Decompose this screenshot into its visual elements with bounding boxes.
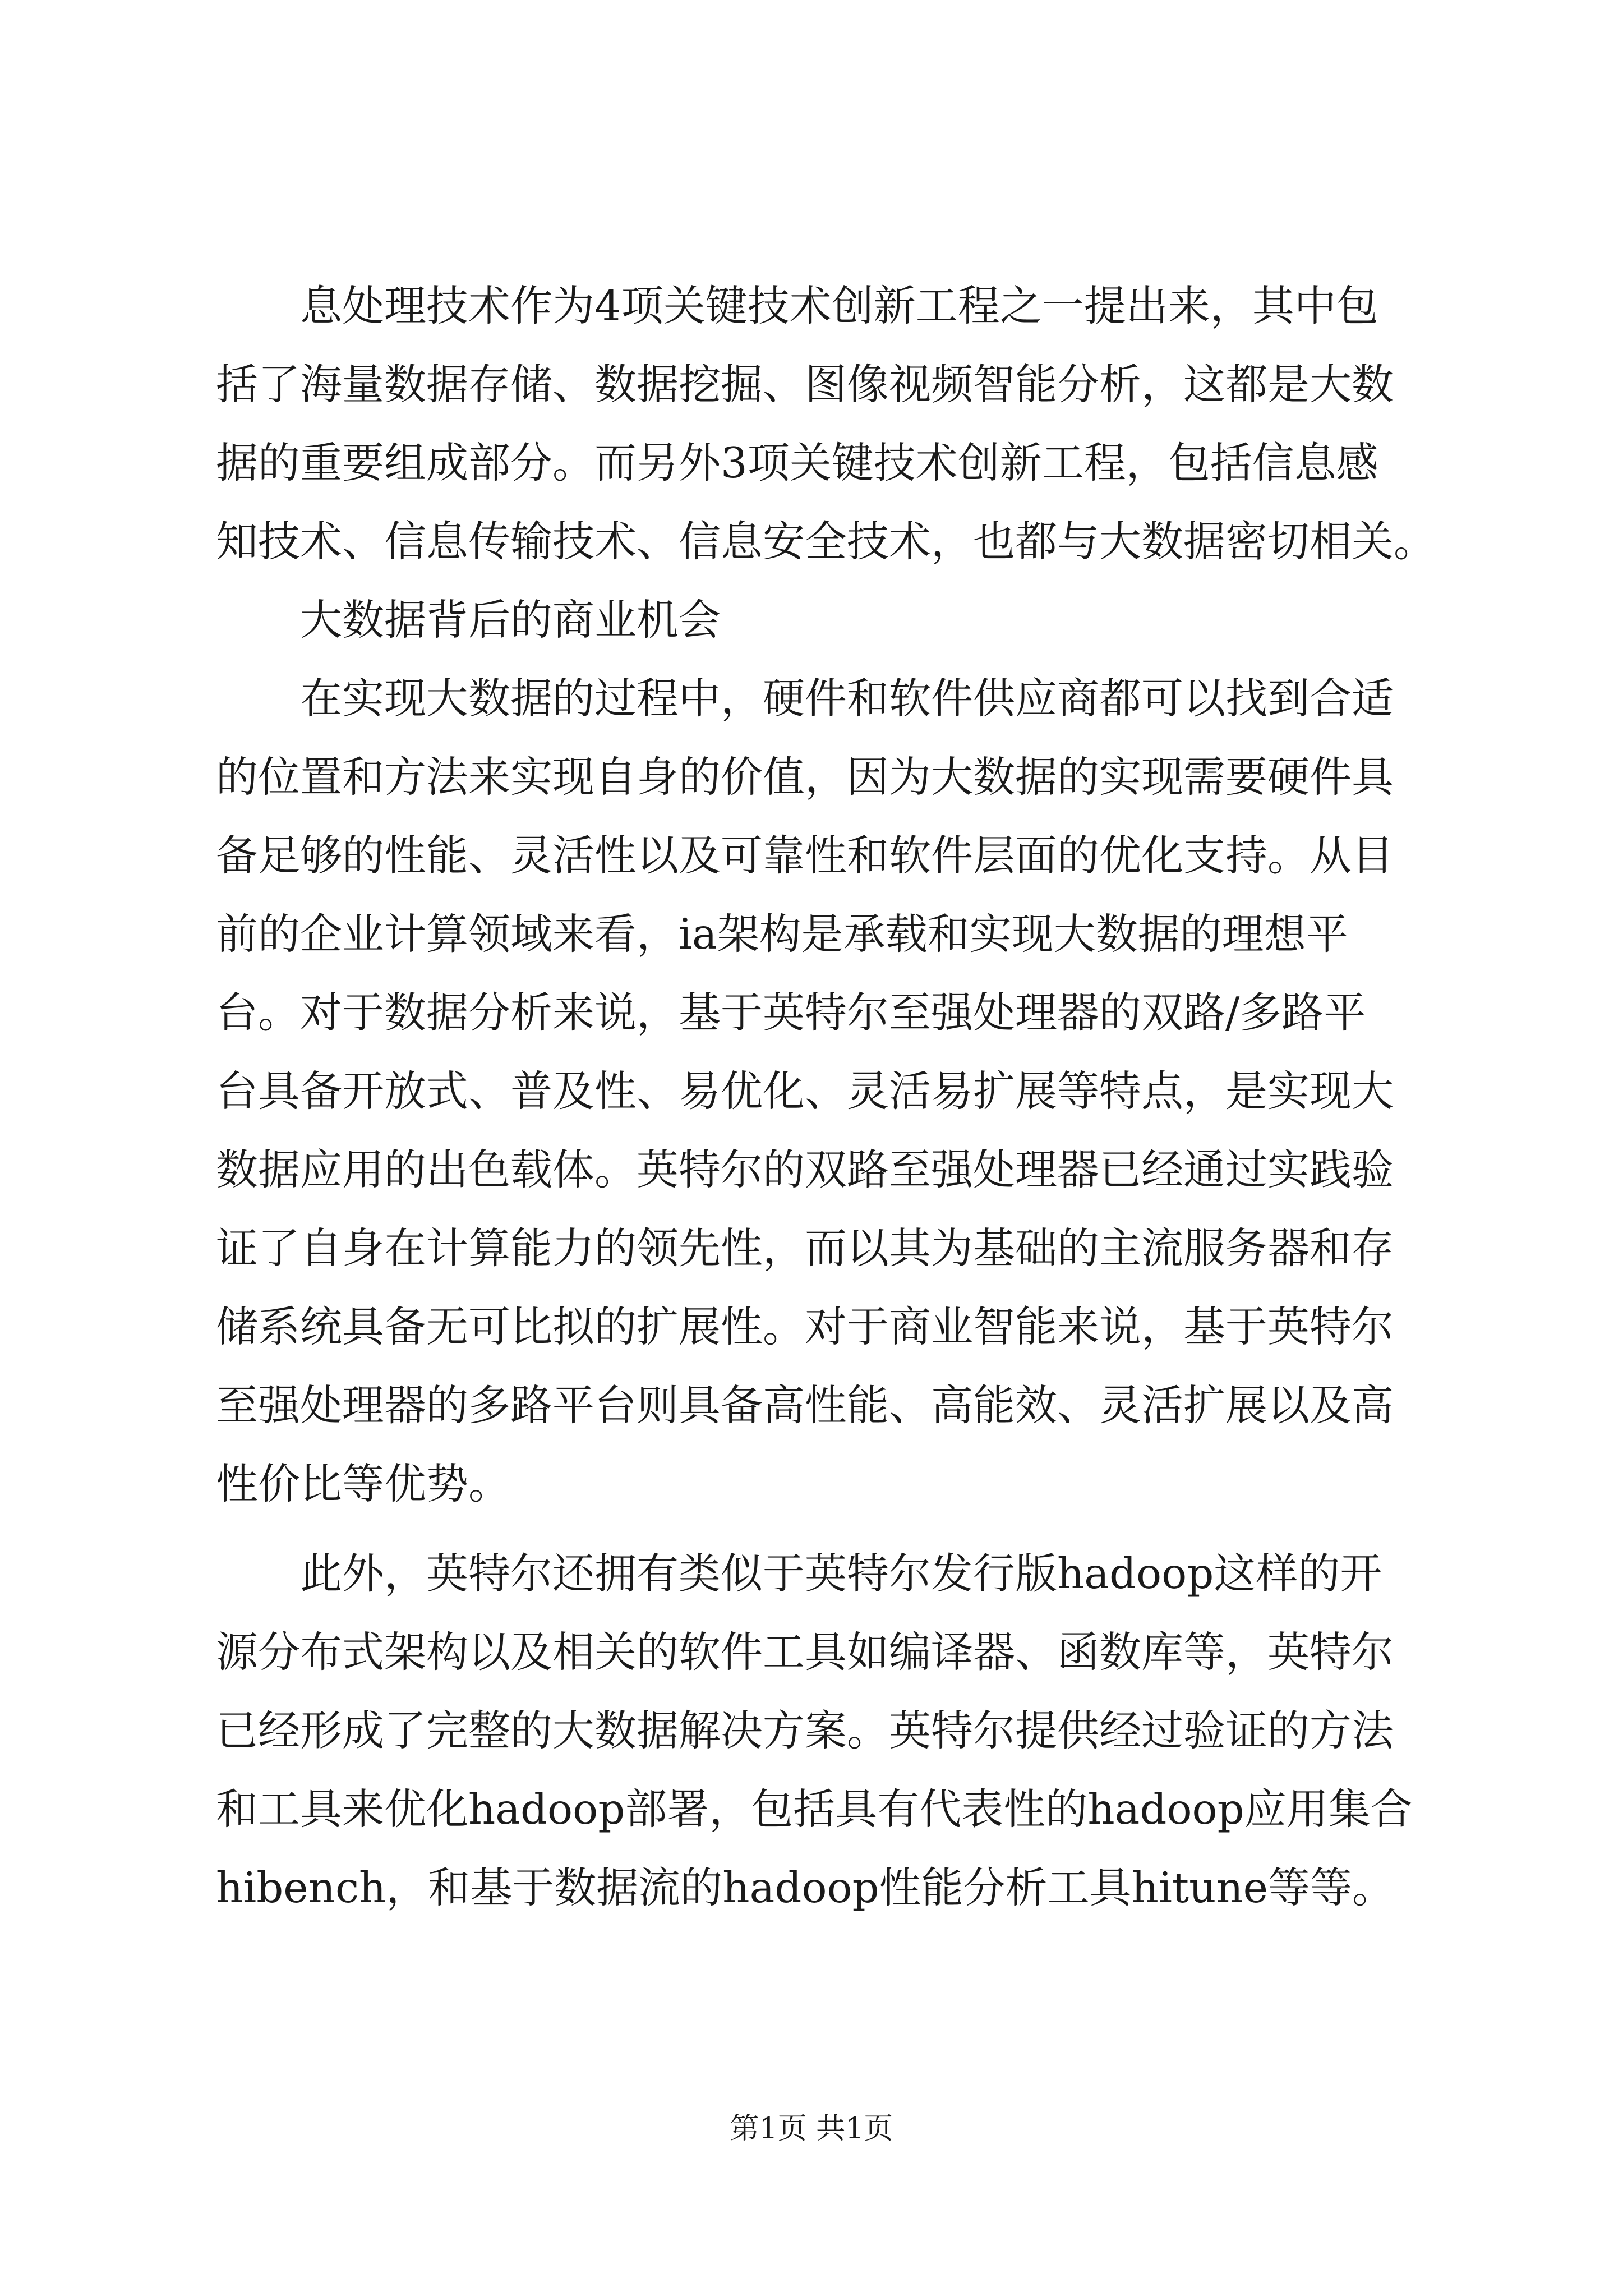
text-line: 在实现大数据的过程中，硬件和软件供应商都可以找到合适 bbox=[216, 674, 1394, 723]
text-line: 息处理技术作为4项关键技术创新工程之一提出来，其中包 bbox=[216, 281, 1378, 330]
text-line: 知技术、信息传输技术、信息安全技术，也都与大数据密切相关。 bbox=[216, 517, 1436, 566]
text-line: 前的企业计算领域来看，ia架构是承载和实现大数据的理想平 bbox=[216, 909, 1348, 959]
text-line: 台具备开放式、普及性、易优化、灵活易扩展等特点，是实现大 bbox=[216, 1066, 1394, 1116]
text-line: 性价比等优势。 bbox=[216, 1459, 511, 1508]
text-line: 据的重要组成部分。而另外3项关键技术创新工程，包括信息感 bbox=[216, 438, 1378, 487]
text-line: 已经形成了完整的大数据解决方案。英特尔提供经过验证的方法 bbox=[216, 1706, 1394, 1755]
page-number-footer: 第1页 共1页 bbox=[730, 2112, 893, 2146]
text-line: 此外，英特尔还拥有类似于英特尔发行版hadoop这样的开 bbox=[216, 1549, 1382, 1598]
text-line: 数据应用的出色载体。英特尔的双路至强处理器已经通过实践验 bbox=[216, 1145, 1394, 1194]
text-line: hibench，和基于数据流的hadoop性能分析工具hitune等等。 bbox=[216, 1863, 1395, 1912]
text-line: 的位置和方法来实现自身的价值，因为大数据的实现需要硬件具 bbox=[216, 752, 1394, 802]
text-line: 源分布式架构以及相关的软件工具如编译器、函数库等，英特尔 bbox=[216, 1627, 1394, 1677]
section-heading: 大数据背后的商业机会 bbox=[216, 595, 721, 645]
text-line: 储系统具备无可比拟的扩展性。对于商业智能来说，基于英特尔 bbox=[216, 1302, 1394, 1351]
text-line: 证了自身在计算能力的领先性，而以其为基础的主流服务器和存 bbox=[216, 1223, 1394, 1273]
text-line: 台。对于数据分析来说，基于英特尔至强处理器的双路/多路平 bbox=[216, 988, 1366, 1037]
text-line: 括了海量数据存储、数据挖掘、图像视频智能分析，这都是大数 bbox=[216, 360, 1394, 409]
text-line: 备足够的性能、灵活性以及可靠性和软件层面的优化支持。从目 bbox=[216, 831, 1394, 880]
text-line: 至强处理器的多路平台则具备高性能、高能效、灵活扩展以及高 bbox=[216, 1381, 1394, 1430]
text-line: 和工具来优化hadoop部署，包括具有代表性的hadoop应用集合 bbox=[216, 1784, 1413, 1834]
